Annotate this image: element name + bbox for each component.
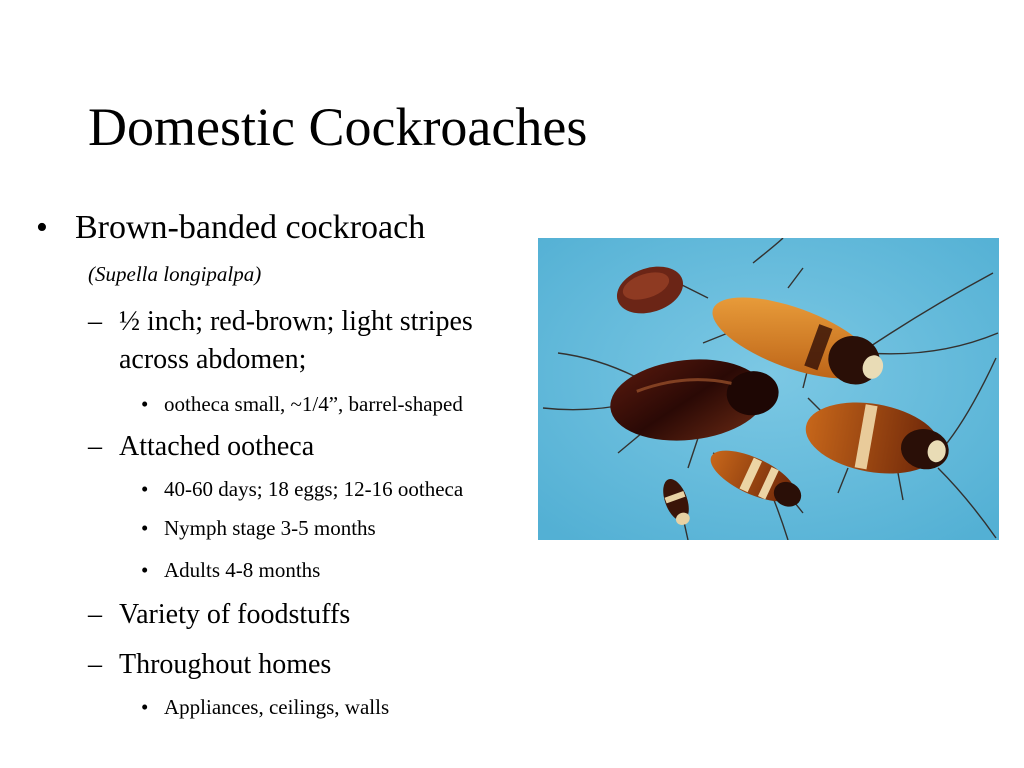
- cockroach-photo: [538, 238, 999, 540]
- bullet-marker: •: [141, 516, 149, 540]
- bullet-marker: •: [141, 558, 149, 582]
- bullet-size-line-2: across abdomen;: [119, 344, 307, 375]
- bullet-marker: •: [141, 477, 149, 501]
- bullet-nymph: Nymph stage 3-5 months: [164, 516, 376, 540]
- dash-marker: –: [88, 306, 102, 337]
- bullet-brown-banded: Brown-banded cockroach: [75, 209, 426, 246]
- dash-marker: –: [88, 431, 102, 462]
- dash-marker: –: [88, 599, 102, 630]
- slide-title: Domestic Cockroaches: [88, 97, 588, 157]
- dash-marker: –: [88, 649, 102, 680]
- bullet-marker: •: [141, 392, 149, 416]
- bullet-homes: Throughout homes: [119, 649, 332, 680]
- bullet-locations: Appliances, ceilings, walls: [164, 695, 390, 719]
- bullet-marker: •: [36, 209, 48, 246]
- bullet-marker: •: [141, 695, 149, 719]
- bullet-days: 40-60 days; 18 eggs; 12-16 ootheca: [164, 477, 464, 501]
- bullet-ootheca-note: ootheca small, ~1/4”, barrel-shaped: [164, 392, 463, 416]
- bullet-foodstuffs: Variety of foodstuffs: [119, 599, 351, 630]
- bullet-adults: Adults 4-8 months: [164, 558, 321, 582]
- bullet-attached-ootheca: Attached ootheca: [119, 431, 315, 462]
- bullet-size-line-1: ½ inch; red-brown; light stripes: [119, 306, 473, 337]
- scientific-name: (Supella longipalpa): [88, 262, 262, 286]
